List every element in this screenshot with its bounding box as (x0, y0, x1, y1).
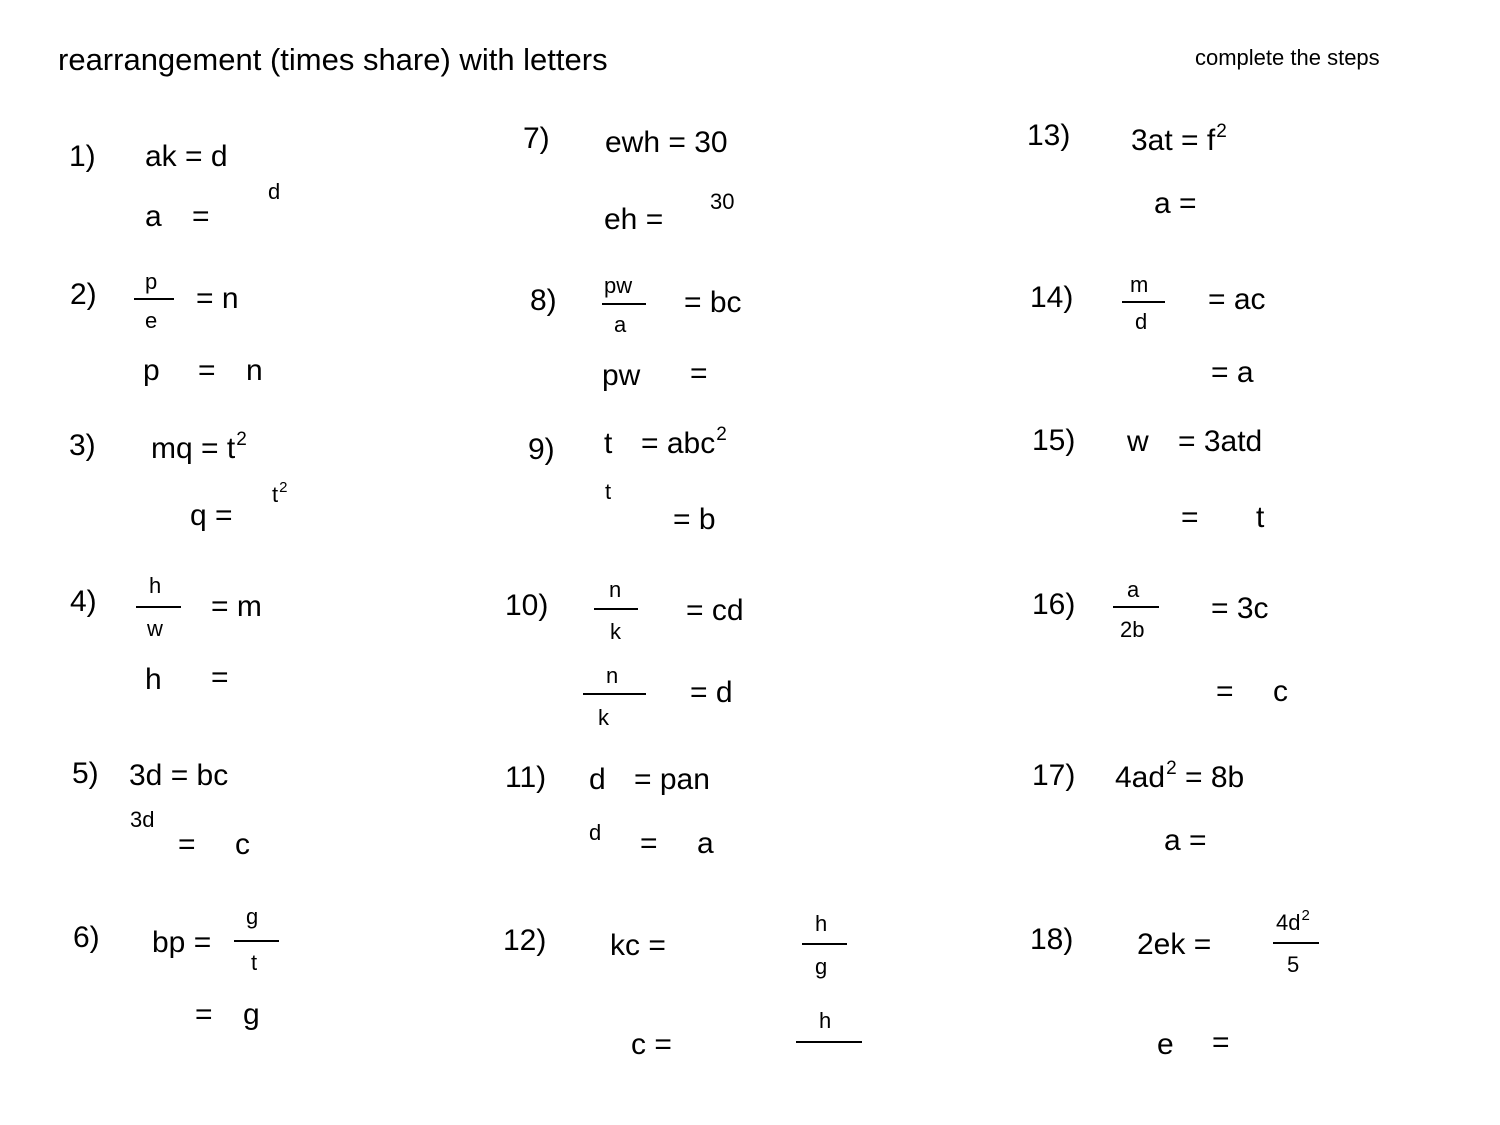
question-number: 13) (1027, 119, 1071, 152)
fraction-numerator: n (609, 577, 622, 602)
hint-numerator: $t^2$ (272, 479, 288, 507)
fraction-2-bar (583, 693, 646, 695)
answer-variable: h (145, 663, 162, 696)
instruction-text: complete the steps (1195, 45, 1380, 70)
fraction-numerator: m (1130, 272, 1149, 297)
answer-value: a (697, 827, 714, 860)
equation-line-1: $4ad^2 = 8b$ (1115, 758, 1245, 794)
answer-value: g (243, 998, 260, 1031)
equation-line-2: a = (1164, 824, 1207, 857)
answer-value: n (246, 354, 263, 387)
equation-line-1: ewh = 30 (605, 126, 728, 159)
equation-rhs: = m (211, 590, 262, 623)
fraction-bar (134, 298, 174, 300)
equals-sign: = (198, 354, 216, 387)
fraction-numerator: pw (604, 273, 633, 298)
equation-line-2: = a (1211, 356, 1254, 389)
equation-rhs: = abc$^2$ (641, 424, 727, 460)
equals-sign: = (1212, 1026, 1230, 1059)
equals-sign: = (1181, 501, 1199, 534)
question-number: 17) (1032, 759, 1076, 792)
question-number: 16) (1032, 588, 1076, 621)
fraction-bar (1273, 942, 1319, 944)
fraction-bar (802, 943, 847, 945)
equation-line-1: ak = d (145, 140, 228, 173)
equation-rhs: = cd (686, 594, 744, 627)
fraction-numerator: a (1127, 577, 1140, 602)
question-number: 7) (523, 122, 550, 155)
equation-rhs: = 3atd (1178, 425, 1263, 458)
fraction-2-bar (796, 1041, 862, 1043)
answer-variable: pw (602, 359, 641, 392)
hint-numerator: d (589, 820, 602, 845)
equation-line-1: $3at = f^2$ (1131, 121, 1227, 157)
question-number: 18) (1030, 923, 1074, 956)
fraction-denominator: d (1135, 309, 1148, 334)
fraction-bar (594, 608, 638, 610)
answer-variable: e (1157, 1028, 1174, 1061)
equation-rhs: = 3c (1211, 592, 1269, 625)
answer-variable: a (145, 200, 162, 233)
question-number: 12) (503, 924, 547, 957)
fraction-denominator: k (610, 619, 621, 644)
fraction-numerator: h (815, 911, 828, 936)
fraction-numerator: $4d^2$ (1276, 907, 1310, 935)
equation-lhs: w (1127, 425, 1149, 458)
equation-lhs: bp = (152, 926, 212, 959)
equation-line-2: = b (673, 503, 716, 536)
worksheet-title: rearrangement (times share) with letters (58, 42, 608, 77)
equation-line-2: q = (190, 499, 233, 532)
fraction-2-denominator: k (598, 705, 609, 730)
fraction-denominator: a (614, 312, 627, 337)
hint-numerator: t (605, 479, 612, 504)
question-number: 3) (69, 429, 96, 462)
equals-sign: = (178, 828, 196, 861)
equals-sign: = (690, 357, 708, 390)
fraction-2-numerator: n (606, 663, 619, 688)
question-number: 4) (70, 585, 97, 618)
fraction-bar (234, 940, 279, 942)
fraction-bar (136, 606, 181, 608)
equation-line-2-rhs: = d (690, 676, 733, 709)
question-number: 15) (1032, 424, 1076, 457)
answer-value: c (235, 828, 250, 861)
question-number: 14) (1030, 281, 1074, 314)
equation-line-2: eh = (604, 203, 664, 236)
question-number: 1) (69, 140, 96, 173)
fraction-denominator: e (145, 308, 158, 333)
equation-line-1: mq = $t^2$ (151, 429, 247, 465)
fraction-bar (1122, 301, 1165, 303)
fraction-bar (1113, 606, 1159, 608)
equation-line-1: 3d = bc (129, 759, 229, 792)
equation-lhs: 2ek = (1137, 928, 1212, 961)
equation-rhs: = ac (1208, 283, 1266, 316)
question-number: 9) (528, 433, 555, 466)
equals-sign: = (192, 200, 210, 233)
equals-sign: = (1216, 675, 1234, 708)
question-number: 10) (505, 589, 549, 622)
fraction-numerator: h (149, 573, 162, 598)
question-number: 6) (73, 921, 100, 954)
question-number: 11) (505, 761, 547, 794)
fraction-bar (602, 303, 646, 305)
fraction-2-numerator: h (819, 1008, 832, 1033)
fraction-denominator: 5 (1287, 952, 1300, 977)
equals-sign: = (640, 827, 658, 860)
fraction-denominator: g (815, 954, 828, 979)
equation-rhs: = n (196, 282, 239, 315)
answer-value: c (1273, 675, 1288, 708)
fraction-numerator: g (246, 904, 259, 929)
question-number: 2) (70, 278, 97, 311)
answer-variable: p (143, 354, 160, 387)
hint-numerator: 30 (710, 189, 735, 214)
equals-sign: = (195, 998, 213, 1031)
answer-value: t (1256, 501, 1265, 534)
fraction-numerator: p (145, 269, 158, 294)
question-number: 8) (530, 284, 557, 317)
equation-lhs: d (589, 763, 606, 796)
equation-line-2: a = (1154, 187, 1197, 220)
equals-sign: = (211, 661, 229, 694)
equation-line-2: c = (631, 1028, 672, 1061)
equation-lhs: kc = (610, 929, 666, 962)
question-number: 5) (72, 757, 99, 790)
equation-rhs: = pan (634, 763, 710, 796)
hint-numerator: 3d (130, 807, 155, 832)
equation-lhs: t (604, 427, 613, 460)
equation-rhs: = bc (684, 286, 742, 319)
fraction-denominator: w (147, 616, 163, 641)
hint-numerator: d (268, 179, 281, 204)
fraction-denominator: t (251, 950, 258, 975)
fraction-denominator: 2b (1120, 617, 1145, 642)
